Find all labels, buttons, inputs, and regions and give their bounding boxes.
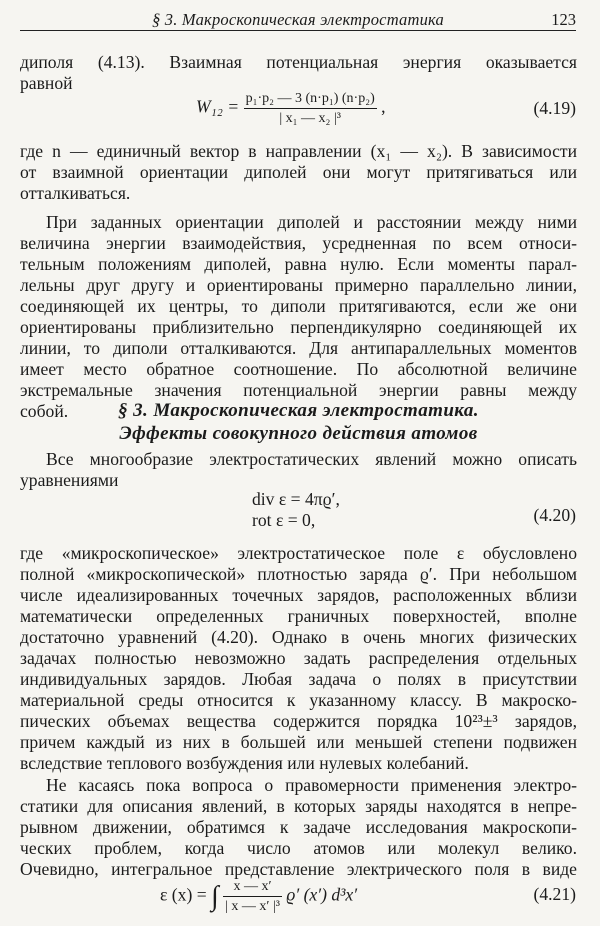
paragraph-1 bbox=[20, 52, 577, 94]
section-title-line-2: Эффекты совокупного действия атомов bbox=[119, 423, 478, 444]
equation-line-1: div ε = 4πϱ′, bbox=[252, 489, 340, 509]
page-number: 123 bbox=[551, 10, 576, 29]
text-line: отталкиваться. bbox=[20, 183, 131, 203]
text-line: вследствие теплового возбуждения или нулевых колебаний. bbox=[20, 753, 469, 773]
equation-4-20 bbox=[252, 489, 340, 531]
section-title-line-1: § 3. Макроскопическая электростатика. bbox=[118, 400, 479, 421]
text-line: достаточно уравнений (4.20). Однако в очень многих физических bbox=[20, 627, 577, 647]
text-line: лельны друг другу и ориентированы примерно параллельно линии, bbox=[20, 275, 577, 295]
text-line: ческих проблем, когда число атомов или молекул велико. bbox=[20, 838, 577, 858]
text-line: задачах полностью невозможно задать распределения отдельных bbox=[20, 648, 577, 668]
text-line: где n — единичный вектор в направлении (x₁ — x₂). В зависимости bbox=[20, 141, 577, 161]
text-line: имеет место обратное соотношение. По абсолютной величине bbox=[20, 359, 577, 379]
text-line: числе идеализированных точечных зарядов, расположенных вблизи bbox=[20, 585, 577, 605]
paragraph-3 bbox=[20, 212, 577, 422]
section-title bbox=[20, 399, 577, 445]
equation-fraction bbox=[244, 90, 377, 127]
text-line: диполя (4.13). Взаимная потенциальная энергия оказывается bbox=[20, 52, 577, 72]
text-line: Не касаясь пока вопроса о правомерности применения электро- bbox=[46, 775, 577, 795]
text-line: рывном движении, обратимся к задаче исследования макроскопи- bbox=[20, 817, 577, 837]
equation-integrand: ϱ′ (x′) d³x′ bbox=[286, 884, 358, 905]
text-line: причем каждый из них в большей или меньшей степени подвижен bbox=[20, 732, 577, 752]
text-line: Очевидно, интегральное представление электрического поля в виде bbox=[20, 859, 577, 879]
text-line: ориентированы приблизительно перпендикулярно соединяющей их bbox=[20, 317, 577, 337]
paragraph-5 bbox=[20, 543, 577, 774]
equation-lhs: W₁₂ = bbox=[196, 96, 240, 117]
equation-number: (4.21) bbox=[533, 884, 576, 904]
text-line: материальной среды относится к указанному классу. В макроско- bbox=[20, 690, 577, 710]
text-line: равной bbox=[20, 73, 73, 93]
text-line: соединяющей их центры, то диполи притягиваются, если же они bbox=[20, 296, 577, 316]
fraction-numerator: x — x′ bbox=[223, 878, 282, 897]
text-line: где «микроскопическое» электростатическое поле ε обусловлено bbox=[20, 543, 577, 563]
text-line: величина энергии взаимодействия, усредненная по всем относи- bbox=[20, 233, 577, 253]
text-line: При заданных ориентации диполей и расстоянии между ними bbox=[46, 212, 577, 232]
text-line: Все многообразие электростатических явлений можно описать bbox=[46, 449, 577, 469]
text-line: индивидуальных зарядов. Любая задача о полях в присутствии bbox=[20, 669, 577, 689]
page-header bbox=[20, 8, 576, 31]
equation-comma: , bbox=[381, 96, 386, 117]
paragraph-6 bbox=[20, 775, 577, 880]
integral-sign: ∫ bbox=[211, 881, 219, 912]
text-line: статики для описания явлений, в которых заряды находятся в непре- bbox=[20, 796, 577, 816]
text-line: уравнениями bbox=[20, 470, 119, 490]
equation-number: (4.20) bbox=[533, 505, 576, 525]
fraction-denominator: | x₁ — x₂ |³ bbox=[279, 111, 341, 126]
text-line: экстремальные значения потенциальной энергии равны между bbox=[20, 380, 577, 400]
text-line: математически определенных граничных поверхностей, вполне bbox=[20, 606, 577, 626]
fraction-numerator: p₁·p₂ — 3 (n·p₁) (n·p₂) bbox=[244, 90, 377, 109]
paragraph-2 bbox=[20, 141, 577, 204]
text-line: собой. bbox=[20, 401, 69, 421]
text-line: тельным положениям диполей, равна нулю. Если моменты парал- bbox=[20, 254, 577, 274]
text-line: от взаимной ориентации диполей они могут притягиваться или bbox=[20, 162, 577, 182]
fraction-denominator: | x — x′ |³ bbox=[225, 899, 280, 914]
text-line: пических объемах вещества содержится порядка 10²³±³ зарядов, bbox=[20, 711, 577, 731]
running-title: § 3. Макроскопическая электростатика bbox=[152, 10, 444, 29]
equation-fraction bbox=[223, 878, 282, 915]
text-line: линии, то диполи отталкиваются. Для антипараллельных моментов bbox=[20, 338, 577, 358]
paragraph-4 bbox=[20, 449, 577, 491]
equation-4-19 bbox=[196, 90, 386, 127]
equation-line-2: rot ε = 0, bbox=[252, 510, 316, 530]
equation-number: (4.19) bbox=[533, 98, 576, 118]
text-line: полной «микроскопической» плотностью заряда ϱ′. При небольшом bbox=[20, 564, 577, 584]
equation-4-21 bbox=[160, 878, 357, 915]
equation-lhs: ε (x) = bbox=[160, 884, 207, 905]
